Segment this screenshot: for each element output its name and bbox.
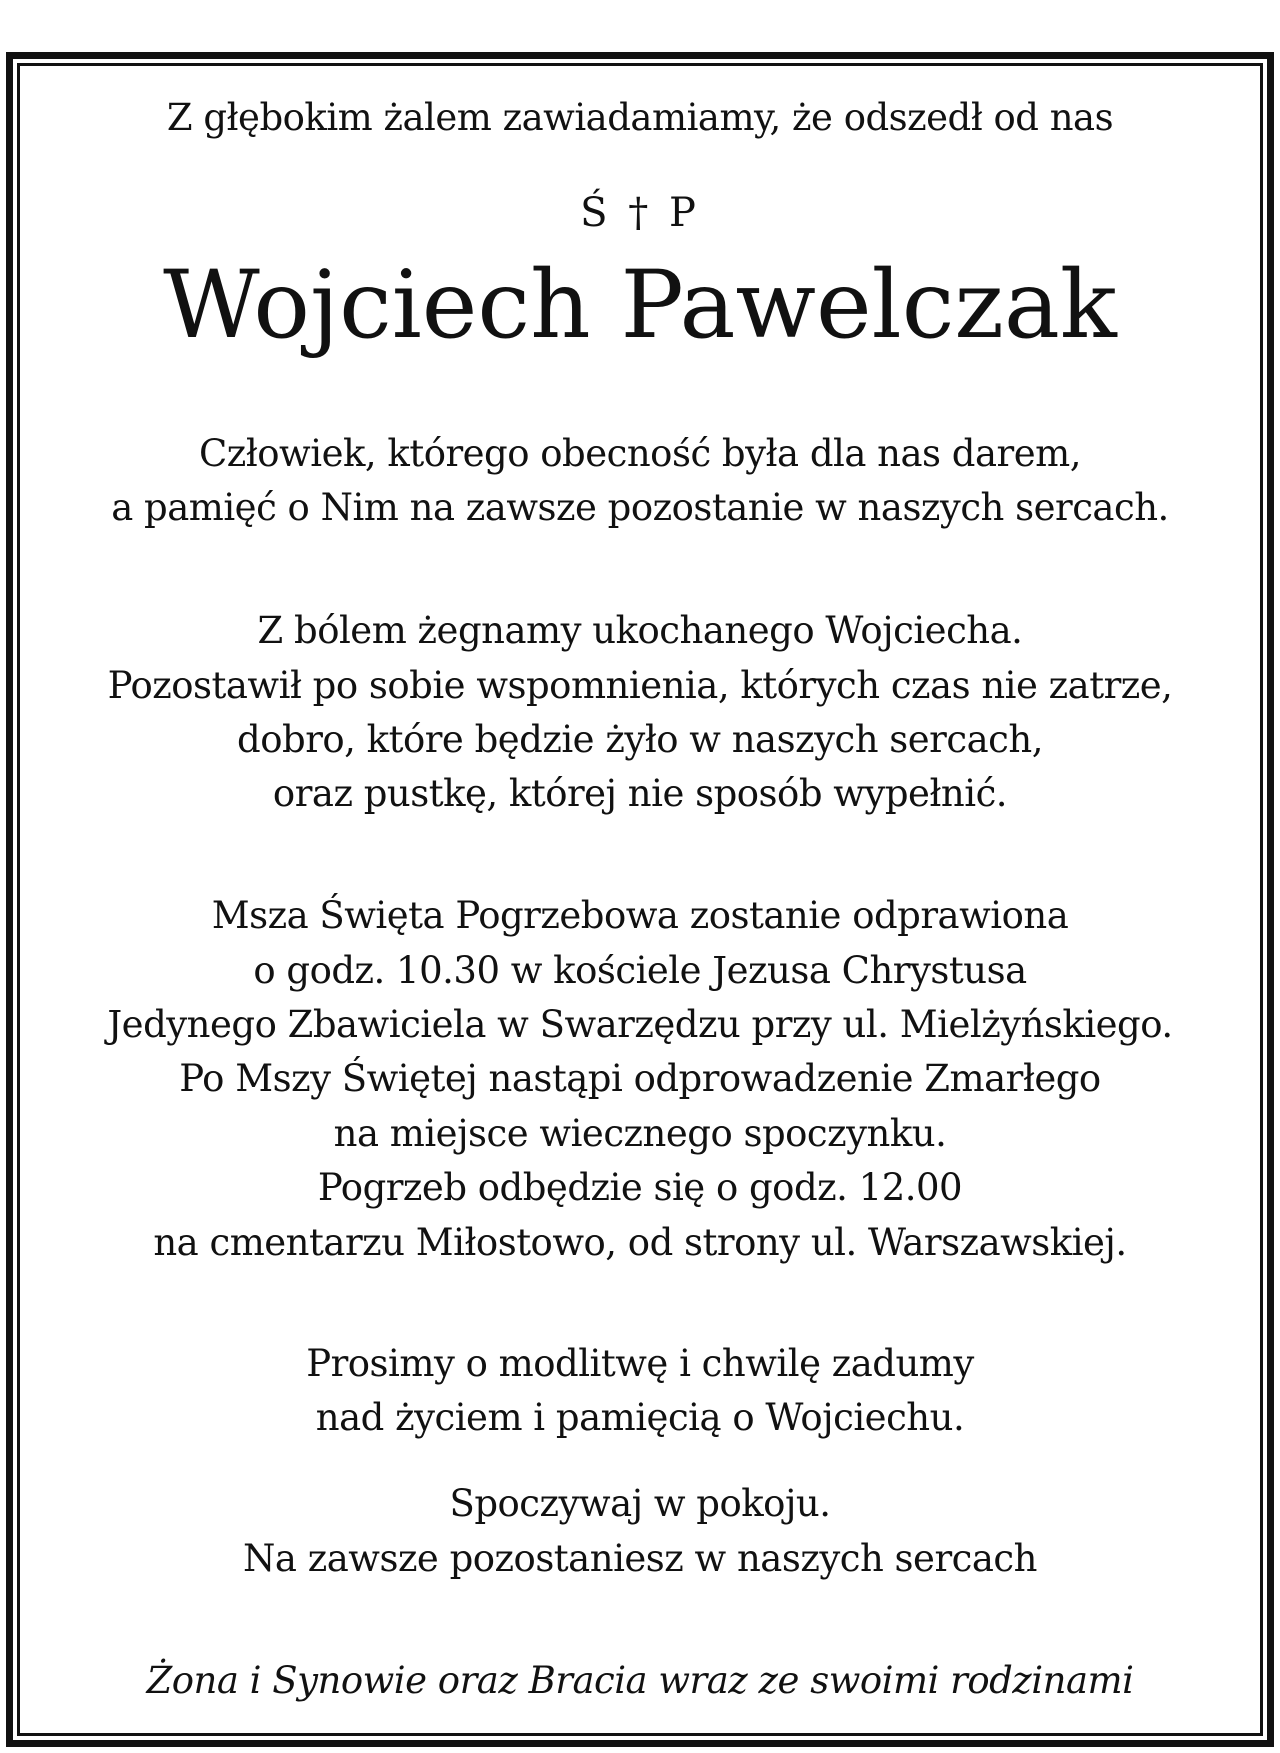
- stp-cross-marker: Ś † P: [580, 190, 700, 236]
- paragraph-3-line-3: Jedynego Zbawiciela w Swarzędzu przy ul. Mielżyńskiego.: [107, 1003, 1173, 1046]
- paragraph-1-line-1: Człowiek, którego obecność była dla nas darem,: [198, 432, 1081, 475]
- paragraph-3-line-2: o godz. 10.30 w kościele Jezusa Chrystusa: [253, 949, 1027, 992]
- paragraph-3-line-7: na cmentarzu Miłostowo, od strony ul. Warszawskiej.: [153, 1221, 1127, 1264]
- paragraph-2-line-1: Z bólem żegnamy ukochanego Wojciecha.: [257, 609, 1023, 652]
- paragraph-4-line-1: Prosimy o modlitwę i chwilę zadumy: [306, 1342, 974, 1385]
- paragraph-3-line-4: Po Mszy Świętej nastąpi odprowadzenie Zmarłego: [179, 1057, 1101, 1100]
- obituary-notice: [20, 66, 1260, 1733]
- paragraph-5-line-2: Na zawsze pozostaniesz w naszych sercach: [243, 1537, 1037, 1580]
- paragraph-2-line-4: oraz pustkę, której nie sposób wypełnić.: [272, 772, 1008, 815]
- paragraph-2-line-2: Pozostawił po sobie wspomnienia, których czas nie zatrze,: [107, 664, 1173, 707]
- paragraph-5-line-1: Spoczywaj w pokoju.: [449, 1482, 831, 1525]
- paragraph-1-line-2: a pamięć o Nim na zawsze pozostanie w naszych sercach.: [111, 486, 1169, 529]
- intro-text: Z głębokim żalem zawiadamiamy, że odszedł od nas: [166, 96, 1114, 139]
- paragraph-4-line-2: nad życiem i pamięcią o Wojciechu.: [315, 1396, 965, 1439]
- signature: Żona i Synowie oraz Bracia wraz ze swoimi rodzinami: [146, 1659, 1134, 1702]
- paragraph-3-line-1: Msza Święta Pogrzebowa zostanie odprawiona: [211, 894, 1069, 937]
- deceased-name: Wojciech Pawelczak: [163, 251, 1117, 360]
- paragraph-3-line-6: Pogrzeb odbędzie się o godz. 12.00: [317, 1166, 963, 1209]
- paragraph-3-line-5: na miejsce wiecznego spoczynku.: [333, 1112, 947, 1155]
- paragraph-2-line-3: dobro, które będzie żyło w naszych sercach,: [237, 718, 1043, 761]
